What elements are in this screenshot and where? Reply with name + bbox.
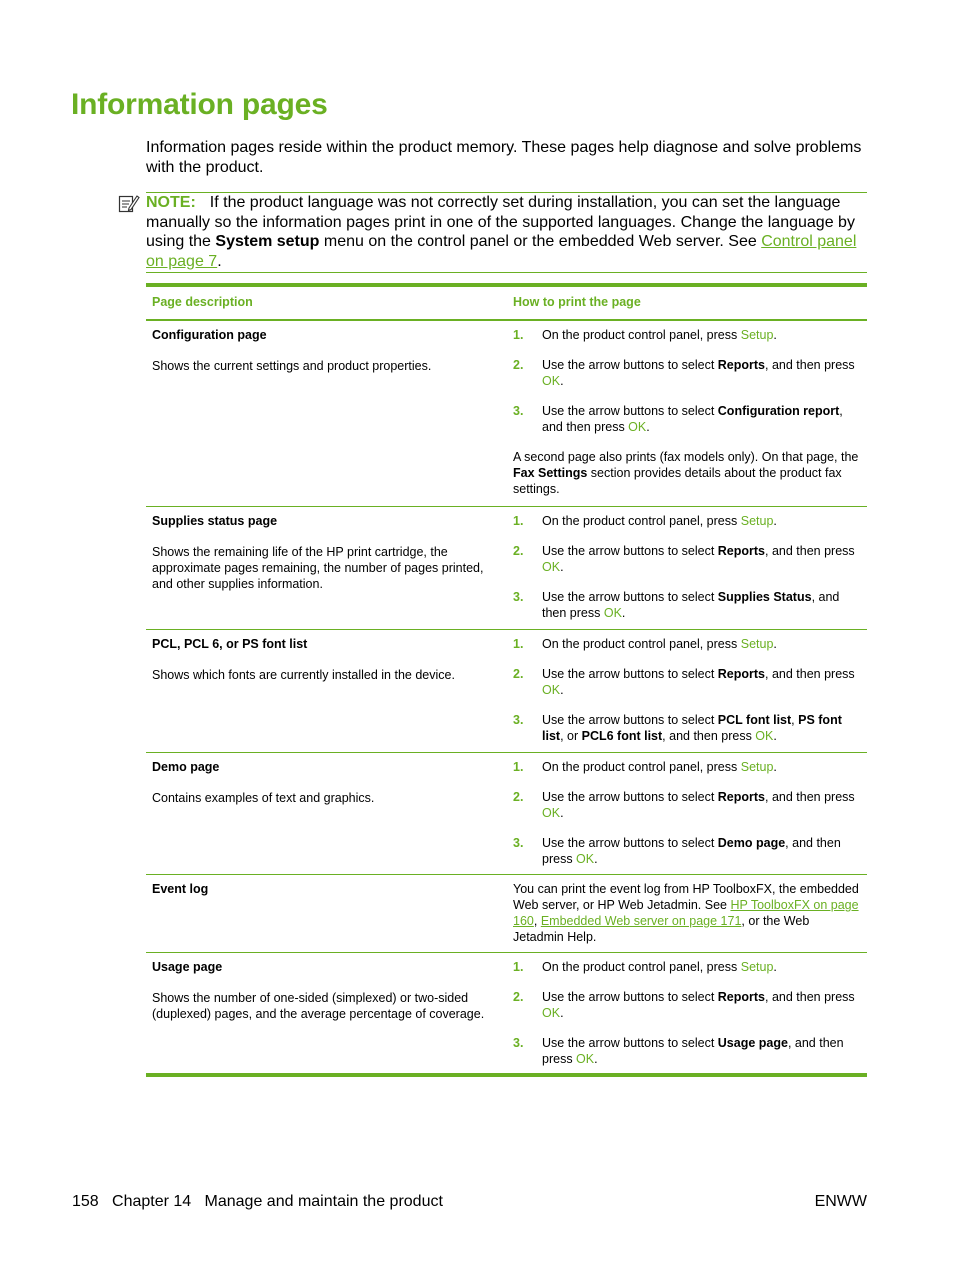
row-page-name: PCL, PCL 6, or PS font list [152,637,308,651]
step-item: 2. Use the arrow buttons to select Reports, and then press OK. [513,667,855,697]
step-item: 1. On the product control panel, press Setup. [513,960,777,974]
setup-key: Setup [740,760,774,774]
row-page-description: Shows the number of one-sided (simplexed) or two-sided (duplexed) pages, and the average percentage of coverage. [152,991,485,1021]
table-header [146,287,867,321]
note-text: menu on the control panel or the embedded Web server. See [319,233,762,250]
step-item: 3. Use the arrow buttons to select Usage page, and then press OK. [513,1036,844,1066]
page-footer [72,1193,867,1211]
ok-key: OK [542,806,561,820]
step-item: 2. Use the arrow buttons to select Reports, and then press OK. [513,990,855,1020]
row-page-description: Shows which fonts are currently installed in the device. [152,668,455,682]
row-page-description: Shows the remaining life of the HP print cartridge, the approximate pages remaining, the number of pages printed, and other supplies information. [152,545,484,591]
row-page-description: Shows the current settings and product properties. [152,359,432,373]
table-row [146,874,867,952]
setup-key: Setup [740,514,774,528]
ok-key: OK [542,683,561,697]
intro-paragraph: Information pages reside within the product memory. These pages help diagnose and solve problems with the product. [146,139,862,176]
setup-key: Setup [740,960,774,974]
step-item: 2. Use the arrow buttons to select Reports, and then press OK. [513,790,855,820]
footer-chapter: 158 Chapter 14 Manage and maintain the product [72,1193,443,1210]
information-pages-table [146,283,867,1077]
note-icon [118,193,140,213]
note-text: If the product language was not correctly set during installation, you can set the language manually so the information pages print in one of the supported languages. Change the language by using the [146,194,855,250]
event-log-instructions: You can print the event log from HP ToolboxFX, the embedded Web server, or HP Web Jetadmin. See HP ToolboxFX on page 160, Embedded Web server on page 171, or the Web Jetadmin Help. [513,882,859,944]
step-item: 3. Use the arrow buttons to select Configuration report, and then press OK. [513,404,843,434]
table-row [146,321,867,506]
ok-key: OK [628,420,647,434]
step-item: 2. Use the arrow buttons to select Reports, and then press OK. [513,544,855,574]
step-item: 1. On the product control panel, press Setup. [513,637,777,651]
footer-edition: ENWW [814,1193,867,1210]
table-row [146,952,867,1073]
step-item: 1. On the product control panel, press Setup. [513,514,777,528]
note-box [146,192,867,273]
row-page-description: Contains examples of text and graphics. [152,791,375,805]
setup-key: Setup [740,328,774,342]
step-item: 1. On the product control panel, press Setup. [513,760,777,774]
header-how-to-print: How to print the page [513,295,641,309]
ok-key: OK [755,729,774,743]
step-item: 3. Use the arrow buttons to select Demo page, and then press OK. [513,836,841,866]
row-page-name: Configuration page [152,328,267,342]
step-item: 1. On the product control panel, press Setup. [513,328,777,342]
note-label: NOTE: [146,194,196,211]
row-page-name: Demo page [152,760,220,774]
ok-key: OK [542,560,561,574]
row-page-name: Event log [152,882,209,896]
ok-key: OK [542,1006,561,1020]
control-panel-link[interactable]: Control panel on page 7 [146,233,857,270]
row-page-name: Usage page [152,960,223,974]
ok-key: OK [576,852,595,866]
step-item: 3. Use the arrow buttons to select PCL font list, PS font list, or PCL6 font list, and then press OK. [513,713,842,743]
note-text: . [217,252,222,270]
fax-note: A second page also prints (fax models only). On that page, the Fax Settings section provides details about the product fax settings. [513,450,859,496]
page-title: Information pages [71,88,328,121]
step-item: 2. Use the arrow buttons to select Reports, and then press OK. [513,358,855,388]
ok-key: OK [542,374,561,388]
embedded-web-server-link[interactable]: Embedded Web server on page 171 [540,914,742,928]
header-page-description: Page description [146,287,507,319]
hp-toolboxfx-link[interactable]: HP ToolboxFX on page 160 [513,898,859,928]
step-item: 3. Use the arrow buttons to select Supplies Status, and then press OK. [513,590,840,620]
table-row [146,629,867,752]
ok-key: OK [603,606,622,620]
row-page-name: Supplies status page [152,514,278,528]
note-bold-menu: System setup [215,233,320,250]
setup-key: Setup [740,637,774,651]
table-row [146,752,867,874]
table-row [146,506,867,629]
ok-key: OK [576,1052,595,1066]
